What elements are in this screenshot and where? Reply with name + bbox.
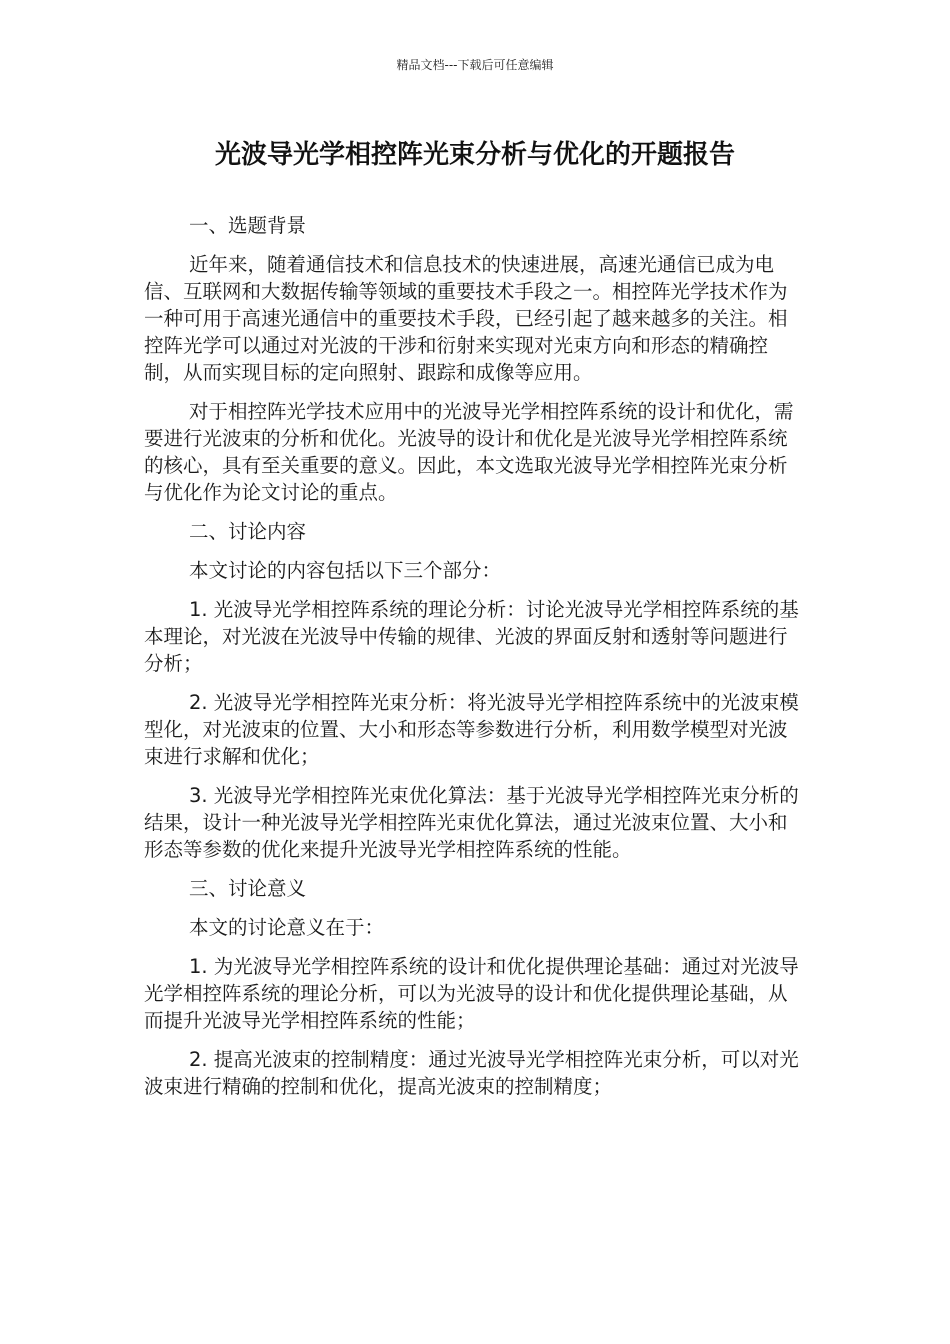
paragraph: 近年来，随着通信技术和信息技术的快速进展，高速光通信已成为电信、互联网和大数据传输等领域的重要技术手段之一。相控阵光学技术作为一种可用于高速光通信中的重要技术手段，已经引起了越来越多的关注。相控阵光学可以通过对光波的干涉和衍射来实现对光束方向和形态的精确控制，从而实现目标的定向照射、跟踪和成像等应用。 <box>144 253 788 384</box>
list-item: 2. 光波导光学相控阵光束分析：将光波导光学相控阵系统中的光波束模型化，对光波束的位置、大小和形态等参数进行分析，利用数学模型对光波束进行求解和优化； <box>144 691 799 768</box>
list-item: 3. 光波导光学相控阵光束优化算法：基于光波导光学相控阵光束分析的结果，设计一种光波导光学相控阵光束优化算法，通过光波束位置、大小和形态等参数的优化来提升光波导光学相控阵系统的性能。 <box>144 784 799 861</box>
section-heading: 二、讨论内容 <box>189 520 307 543</box>
paragraph: 本文的讨论意义在于： <box>189 916 385 939</box>
document-title: 光波导光学相控阵光束分析与优化的开题报告 <box>214 140 735 170</box>
list-item: 2. 提高光波束的控制精度：通过光波导光学相控阵光束分析，可以对光波束进行精确的控制和优化，提高光波束的控制精度； <box>144 1048 799 1098</box>
page-header: 精品文档---下载后可任意编辑 <box>396 58 554 72</box>
list-item: 1. 为光波导光学相控阵系统的设计和优化提供理论基础：通过对光波导光学相控阵系统的理论分析，可以为光波导的设计和优化提供理论基础，从而提升光波导光学相控阵系统的性能； <box>144 955 799 1032</box>
paragraph: 对于相控阵光学技术应用中的光波导光学相控阵系统的设计和优化，需要进行光波束的分析和优化。光波导的设计和优化是光波导光学相控阵系统的核心，具有至关重要的意义。因此，本文选取光波导光学相控阵光束分析与优化作为论文讨论的重点。 <box>144 400 794 504</box>
paragraph: 本文讨论的内容包括以下三个部分： <box>189 559 502 582</box>
section-heading: 三、讨论意义 <box>189 877 307 900</box>
document-body <box>144 212 800 1112</box>
list-item: 1. 光波导光学相控阵系统的理论分析：讨论光波导光学相控阵系统的基本理论，对光波在光波导中传输的规律、光波的界面反射和透射等问题进行分析； <box>144 598 799 675</box>
section-heading: 一、选题背景 <box>189 214 307 237</box>
